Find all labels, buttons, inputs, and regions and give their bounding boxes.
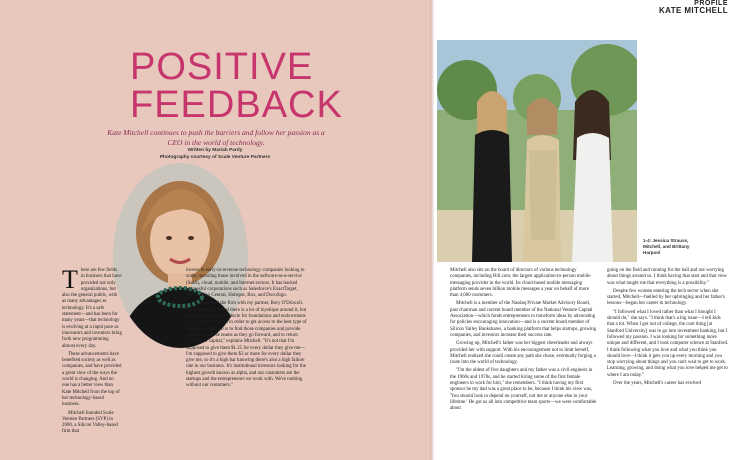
title-line-2: FEEDBACK [130, 84, 343, 126]
paragraph: Over the years, Mitchell's career has evolved [613, 381, 701, 387]
paragraph: Mitchell founded Scale Venture Partners (SVP) in 2000, a Silicon Valley-based firm that [62, 410, 118, 435]
paragraph: "I followed what I loved rather than what I thought I should do," she says. "I think that's a big issue—I tell kids that a lot. When I got out of college, the cool thing [at Stanford University] was to go into investment banking, but I followed my passion. I was looking for something more unique and different, and I took computer science at Stanford. I think following what you love and what you think you should love—I think it gets you up every morning and you stop worrying about things and you can't wait to get to work. Learning, growing, and doing what you love helped me get to where I am today." [607, 309, 729, 378]
section-header [659, 0, 728, 16]
title-line-1: POSITIVE [130, 46, 314, 88]
paragraph: invests in early-in-revenue technology companies looking to scale, including those involved in the software-as-a-service (SaaS), cloud, mobile, and Internet sectors. It has backed successful corporations such as Salesforce's ExactTarget, Vitrue, Ring Central, Hubspot, Box, and DocuSign. [186, 268, 305, 299]
body-column-1 [62, 265, 122, 438]
article-title [130, 46, 343, 126]
body-column-3 [450, 268, 598, 415]
group-photo-illustration [437, 40, 637, 262]
page-gutter [430, 0, 434, 460]
paragraph: "I co-founded the firm with my partner, Rory O'Driscoll. It's a venture firm and there is a lot of mystique around it, but we're an investment vehicle for foundations and endowments to put capital to work in order to get access to the best type of companies. My job is to find those companies and provide guidance to these teams as they go forward, and to return multiple of capital," explains Mitchell. "It's not that I'm supposed to give them $1.25 for every dollar they give me—I'm supposed to give them $3 or more for every dollar they give me, so it's a high bar knowing there's also a high failure rate in our business. It's institutional investors looking for the highest growth known as alpha, and our customers are the startups and the entrepreneurs we work with. We're nothing without our customers." [186, 301, 307, 389]
paragraph: going on the field and running for the ball and not worrying about things around us. I think having that start and that view was what taught me that everything is a possibility." [607, 268, 728, 286]
drop-cap: T [62, 265, 78, 294]
body-column-2 [186, 268, 310, 392]
byline [140, 148, 290, 161]
paragraph: Growing up, Mitchell's father was her biggest cheerleader and always provided her with support. With his encouragement not to limit herself, Mitchell realized she could create any path she chose, eventually forging a route into the world of technology. [450, 341, 596, 366]
group-photo [437, 40, 637, 262]
body-column-4 [607, 268, 729, 389]
paragraph: "I'm the oldest of five daughters and my father was a civil engineer in the 1960s and 1970s, and he started hiring some of the first female engineers to work for him," she remembers. "I think having my first sponsor be my dad was a great place to be, because I think his view was, 'You should look to depend on yourself, not me or anyone else in your lifetime.' He got us all into competitive team sports—we were comfortable about [450, 368, 597, 412]
section-label: PROFILE [694, 0, 728, 7]
lead-text: here are few fields in business that have provided not only organizations, but also the general public, with as many advantages as technology. It's a safe statement—and has been for many years—that technology is evolving at a rapid pace as innovators and inventors bring forth new programming almost every day. [62, 268, 122, 349]
paragraph: Despite few women entering the tech sector when she started, Mitchell—fuelled by her upbringing and her father's lessons—began her career in technology. [607, 288, 725, 307]
author-credit: Written by Mariah Pardy [187, 148, 243, 153]
article-subhead: Kate Mitchell continues to push the barriers and follow her passion as a CEO in the world of technology. [107, 128, 325, 147]
paragraph: These advancements have benefited society as well as companies, and have provided a great view of the ways the world is changing. And no one has a better view than Kate Mitchell from the top of her technology-based business. [62, 351, 122, 408]
photo-caption: 1-4: Jessica Strauss, Mitchell, and Brittany Harpool [643, 238, 690, 255]
paragraph: Mitchell also sits on the board of directors of various technology companies, including Bill.com, the largest application-to-person mobile messaging provider in the world. Its cloud-based mobile messaging platform sends seven billion mobile messages a year on behalf of more than 4,000 customers. [450, 268, 591, 299]
photo-credit: Photography courtesy of Scale Venture Partners [159, 154, 271, 160]
profile-name: KATE MITCHELL [658, 6, 728, 16]
paragraph: Mitchell is a member of the Nasdaq Private Market Advisory Board, past chairman and current board member of the National Venture Capital Association—which funds entrepreneurs to transform ideas by advocating for policies encouraging innovation—and is a current board member of Silicon Valley Bankshares, a banking platform that helps startups, growing companies, and investors increase their success rate. [450, 301, 597, 338]
lead-paragraph [62, 265, 122, 350]
